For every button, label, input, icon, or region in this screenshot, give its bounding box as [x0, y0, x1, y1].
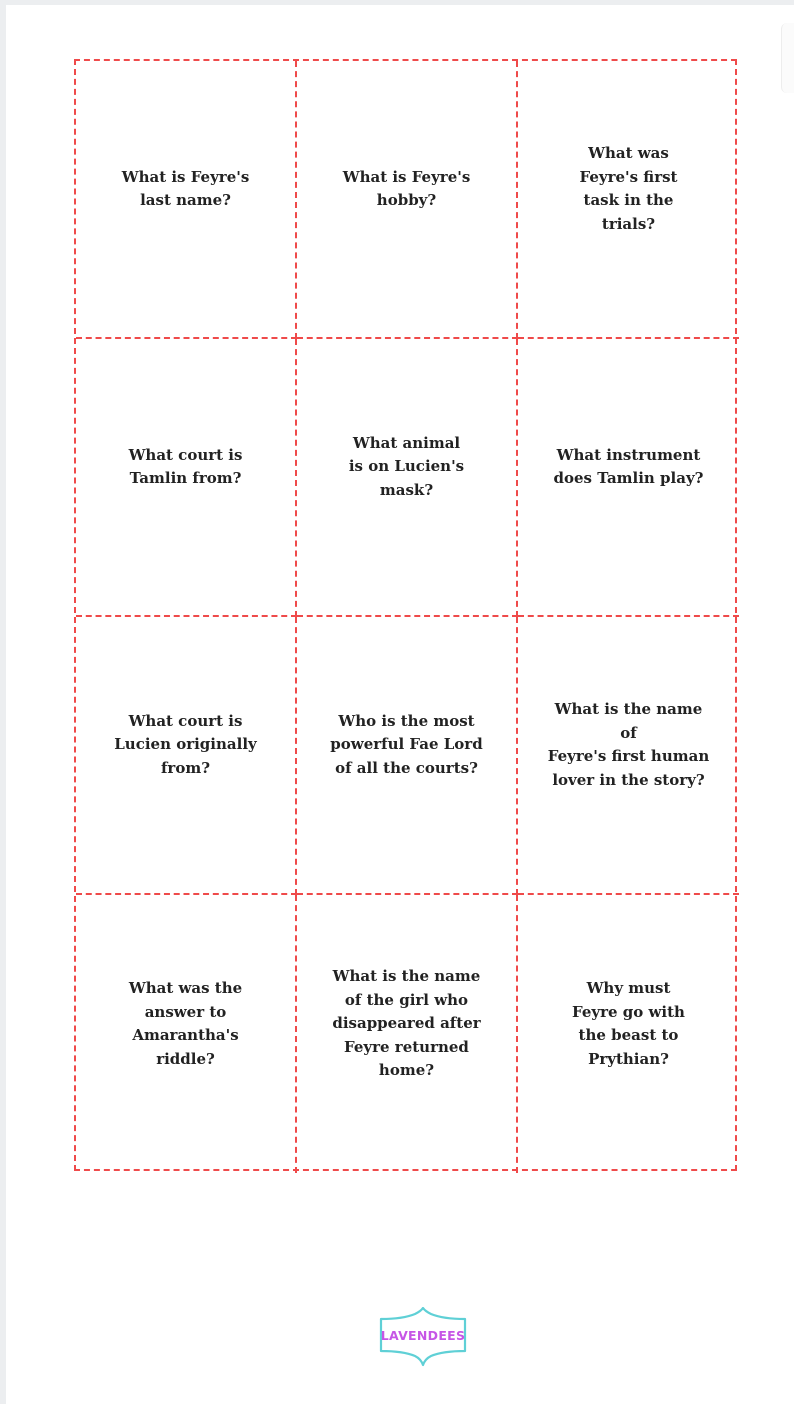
question-card — [518, 339, 739, 617]
question-line: Lucien originally — [114, 735, 257, 754]
question-text — [544, 698, 713, 792]
question-card — [518, 617, 739, 895]
question-line: What is Feyre's — [121, 167, 250, 186]
question-line: the beast to — [578, 1026, 679, 1044]
question-card — [76, 61, 297, 339]
lavendees-logo — [375, 1307, 471, 1367]
question-text — [554, 444, 704, 491]
question-text — [114, 710, 257, 781]
question-card — [297, 61, 518, 339]
question-line: lover in the story? — [552, 770, 705, 789]
question-line: does Tamlin play? — [553, 469, 704, 487]
question-line: What instrument — [556, 445, 701, 464]
question-line: task in the — [583, 191, 674, 209]
question-line: Feyre's first — [579, 167, 678, 186]
question-line: What is the name of — [554, 700, 703, 742]
question-card-grid — [74, 59, 737, 1171]
question-line: Feyre's first human — [547, 747, 710, 765]
question-line: hobby? — [376, 191, 437, 209]
question-line: answer to — [144, 1002, 227, 1021]
question-card — [76, 339, 297, 617]
question-line: from? — [160, 758, 211, 777]
question-line: What animal — [352, 433, 461, 452]
question-line: home? — [378, 1061, 435, 1080]
question-line: What court is — [128, 711, 243, 730]
question-line: What was — [588, 144, 669, 162]
question-line: Who is the most — [338, 711, 475, 730]
question-line: Prythian? — [588, 1049, 669, 1068]
question-line: Feyre returned — [344, 1037, 469, 1056]
question-line: last name? — [140, 191, 231, 209]
printable-page — [6, 5, 794, 1404]
logo-text: LAVENDEES — [380, 1328, 466, 1343]
question-line: Why must — [586, 979, 671, 997]
question-line: of all the courts? — [335, 758, 478, 777]
question-text — [129, 444, 243, 491]
question-line: mask? — [379, 480, 434, 499]
question-card — [76, 617, 297, 895]
question-line: Feyre go with — [572, 1002, 685, 1021]
question-line: is on Lucien's — [348, 457, 465, 476]
question-card — [297, 617, 518, 895]
question-text — [580, 142, 678, 236]
question-card — [518, 61, 739, 339]
question-text — [343, 166, 471, 213]
question-line: What was the — [128, 979, 243, 997]
scroll-edge — [781, 23, 794, 93]
question-card — [518, 895, 739, 1173]
question-line: powerful Fae Lord — [330, 735, 483, 754]
question-text — [129, 977, 242, 1071]
question-line: trials? — [601, 214, 656, 233]
question-line: What is Feyre's — [342, 167, 471, 186]
question-line: of the girl who — [344, 990, 469, 1009]
question-card — [297, 895, 518, 1173]
question-text — [332, 965, 480, 1083]
question-line: Amarantha's — [132, 1026, 239, 1044]
question-card — [297, 339, 518, 617]
question-text — [349, 432, 464, 503]
question-line: Tamlin from? — [129, 469, 242, 487]
question-line: What is the name — [332, 967, 481, 986]
question-line: riddle? — [156, 1049, 215, 1068]
question-text — [572, 977, 685, 1071]
question-line: disappeared after — [332, 1014, 481, 1033]
question-text — [330, 710, 482, 781]
question-text — [122, 166, 250, 213]
question-line: What court is — [128, 445, 243, 464]
question-card — [76, 895, 297, 1173]
